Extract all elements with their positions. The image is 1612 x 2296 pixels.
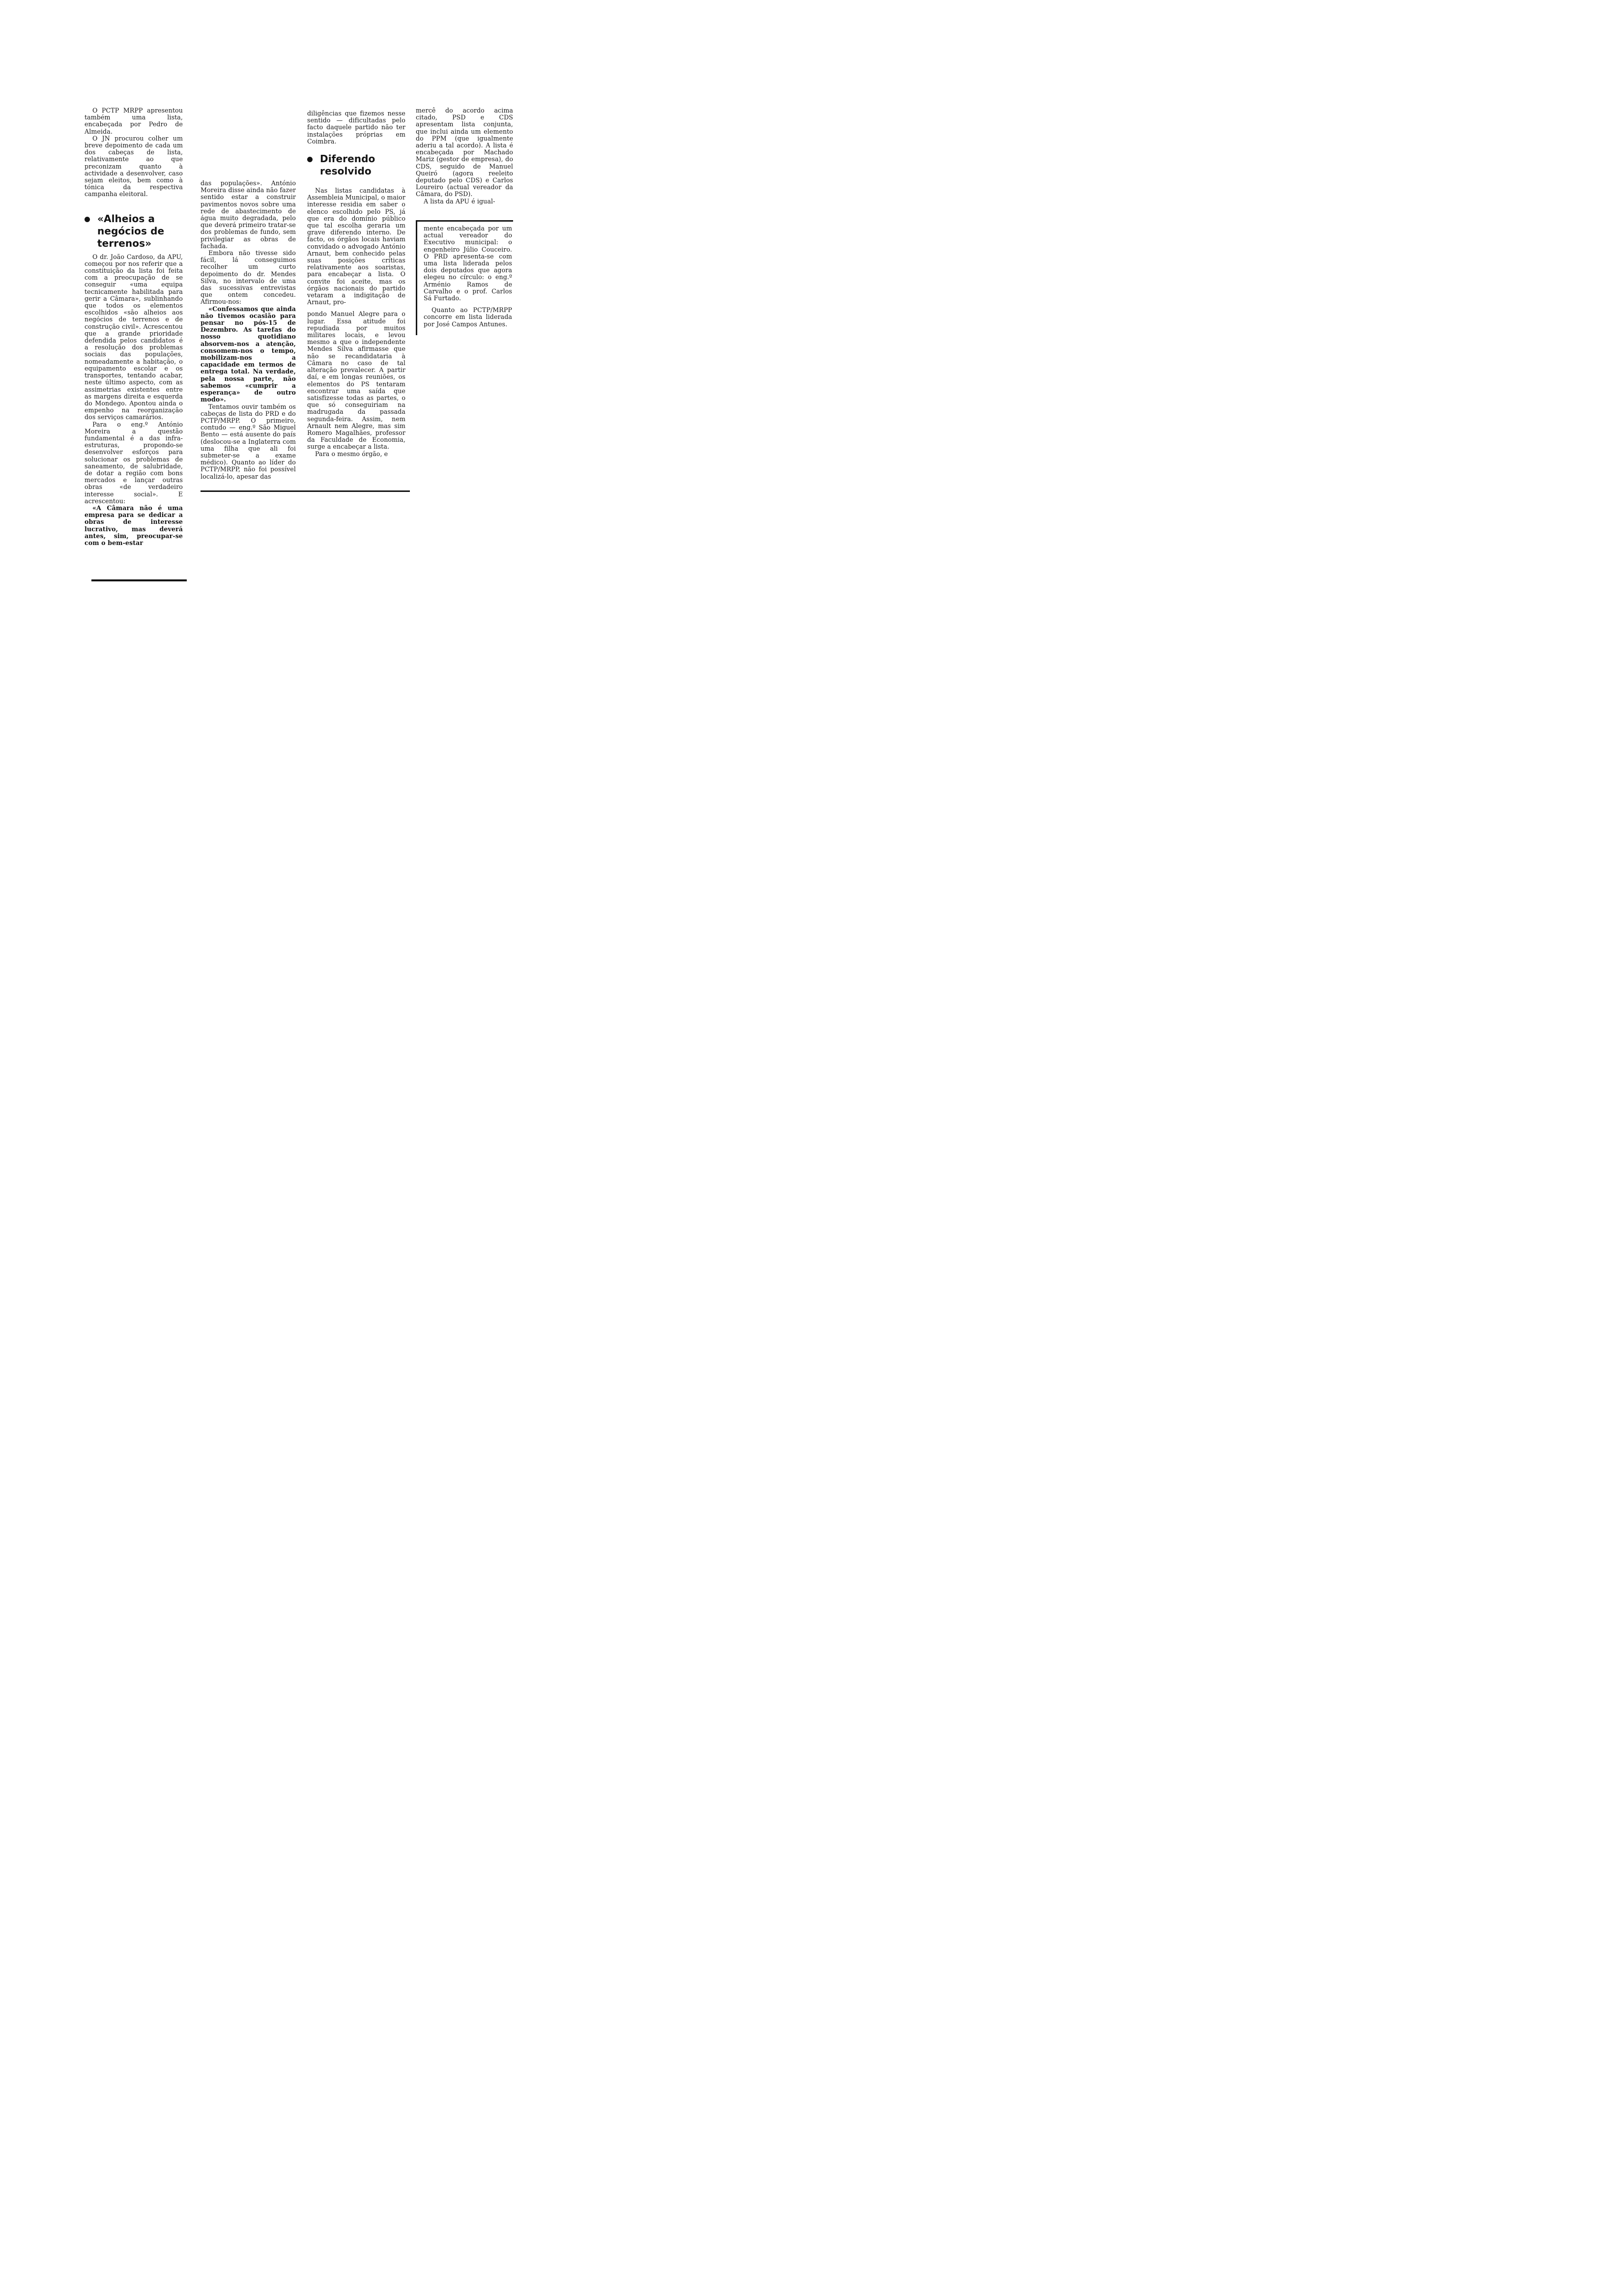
- box-left-rule: [416, 220, 417, 335]
- section-heading: [307, 153, 405, 177]
- paragraph: Para o eng.º António Moreira a questão fundamental é a das infra-estruturas, propondo-se desenvolver esforços para solucionar os problemas de saneamento, de salubridade, de dotar a região com bons mercados e lançar outras obras «de verdadeiro interesse social». E acrescentou:: [85, 420, 183, 505]
- column-2: [201, 180, 296, 480]
- paragraph: A lista da APU é igual-: [424, 197, 495, 205]
- column-end-rule: [91, 579, 187, 581]
- paragraph: Quanto ao PCTP/MRPP concorre em lista liderada por José Campos Antunes.: [424, 306, 512, 328]
- bullet-icon: [307, 157, 313, 162]
- paragraph: Tentamos ouvir também os cabeças de lista do PRD e do PCTP/MRPP. O primeiro, contudo — eng.º São Miguel Bento — está ausente do país (deslocou-se a Inglaterra com uma filha que ali foi submeter-se a exame médico). Quanto ao líder do PCTP/MRPP, não foi possível localizá-lo, apesar das: [201, 402, 296, 480]
- heading-text: «Alheios a negócios de terrenos»: [97, 212, 165, 249]
- paragraph: mercê do acordo acima citado, PSD e CDS apresentam lista conjunta, que inclui ainda um elemento do PPM (que igualmente aderiu a tal acordo). A lista é encabeçada por Machado Mariz (gestor de empresa), do CDS, seguido de Manuel Queiró (agora reeleito deputado pelo CDS) e Carlos Loureiro (actual vereador da Câmara, do PSD).: [416, 107, 513, 198]
- paragraph: diligências que fizemos nesse sentido — dificultadas pelo facto daquele partido não ter instalações próprias em Coimbra.: [307, 110, 405, 145]
- box-top-rule: [416, 220, 513, 222]
- paragraph: Para o mesmo órgão, e: [315, 450, 388, 458]
- boxed-continuation: [424, 225, 512, 328]
- column-1: [85, 107, 183, 546]
- quote-paragraph: «Confessamos que ainda não tivemos ocasião para pensar no pós-15 de Dezembro. As tarefas do nosso quotidiano absorvem-nos a atenção, consomem-nos o tempo, mobilizam-nos a capacidade em termos de entrega total. Na verdade, pela nossa parte, não sabemos «cumprir a esperança» de outro modo».: [201, 305, 296, 403]
- paragraph: mente encabeçada por um actual vereador do Executivo municipal: o engenheiro Júlio Couceiro. O PRD apresenta-se com uma lista liderada pelos dois deputados que agora elegeu no círculo: o eng.º Arménio Ramos de Carvalho e o prof. Carlos Sá Furtado.: [424, 225, 512, 302]
- column-4: [416, 107, 513, 205]
- heading-text: Diferendo resolvido: [320, 153, 375, 177]
- column-3: [307, 110, 405, 458]
- paragraph: Nas listas candidatas à Assembleia Municipal, o maior interesse residia em saber o elenco escolhido pelo PS, já que era do domínio público que tal escolha geraria um grave diferendo interno. De facto, os órgãos locais haviam convidado o advogado António Arnaut, bem conhecido pelas suas posições críticas relativamente aos soaristas, para encabeçar a lista. O convite foi aceite, mas os órgãos nacionais do partido vetaram a indigitação de Arnaut, pro-: [307, 187, 405, 306]
- section-heading: [85, 213, 183, 250]
- paragraph: Embora não tivesse sido fácil, lá conseguimos recolher um curto depoimento do dr. Mendes Silva, no intervalo de uma das sucessivas entrevistas que ontem concedeu. Afirmou-nos:: [201, 249, 296, 306]
- bullet-icon: [85, 217, 90, 222]
- paragraph: pondo Manuel Alegre para o lugar. Essa atitude foi repudiada por muitos militares locais, e levou mesmo a que o independente Mendes Silva afirmasse que não se recandidataria à Câmara no caso de tal alteração prevalecer. A partir daí, e em longas reuniões, os elementos do PS tentaram encontrar uma saída que satisfizesse todas as partes, o que só conseguiriam na madrugada da passada segunda-feira. Assim, nem Arnault nem Alegre, mas sim Romero Magalhães, professor da Faculdade de Economia, surge a encabeçar a lista.: [307, 310, 405, 451]
- paragraph: O PCTP MRPP apresentou também uma lista, encabeçada por Pedro de Almeida.: [85, 107, 183, 135]
- paragraph: O JN procurou colher um breve depoimento de cada um dos cabeças de lista, relativamente ao que preconizam quanto à actividade a desenvolver, caso sejam eleitos, bem como à tónica da respectiva campanha eleitoral.: [85, 134, 183, 198]
- columns-bottom-rule: [201, 490, 410, 492]
- paragraph: das populações». António Moreira disse ainda não fazer sentido estar a construir pavimentos novos sobre uma rede de abastecimento de água muito degradada, pelo que deverá primeiro tratar-se dos problemas de fundo, sem privilegiar as obras de fachada.: [201, 179, 296, 250]
- paragraph: O dr. João Cardoso, da APU, começou por nos referir que a constituição da lista foi feita com a preocupação de se conseguir «uma equipa tecnicamente habilitada para gerir a Câmara», sublinhando que todos os elementos escolhidos «são alheios aos negócios de terrenos e de construção civil». Acrescentou que a grande prioridade defendida pelos candidatos é a resolução dos problemas sociais das populações, nomeadamente a habitação, o equipamento escolar e os transportes, tentando acabar, neste último aspecto, com as assimetrias existentes entre as margens direita e esquerda do Mondego. Apontou ainda o empenho na reorganização dos serviços camarários.: [85, 253, 183, 421]
- quote-paragraph: «A Câmara não é uma empresa para se dedicar a obras de interesse lucrativo, mas deverá antes, sim, preocupar-se com o bem-estar: [85, 504, 183, 546]
